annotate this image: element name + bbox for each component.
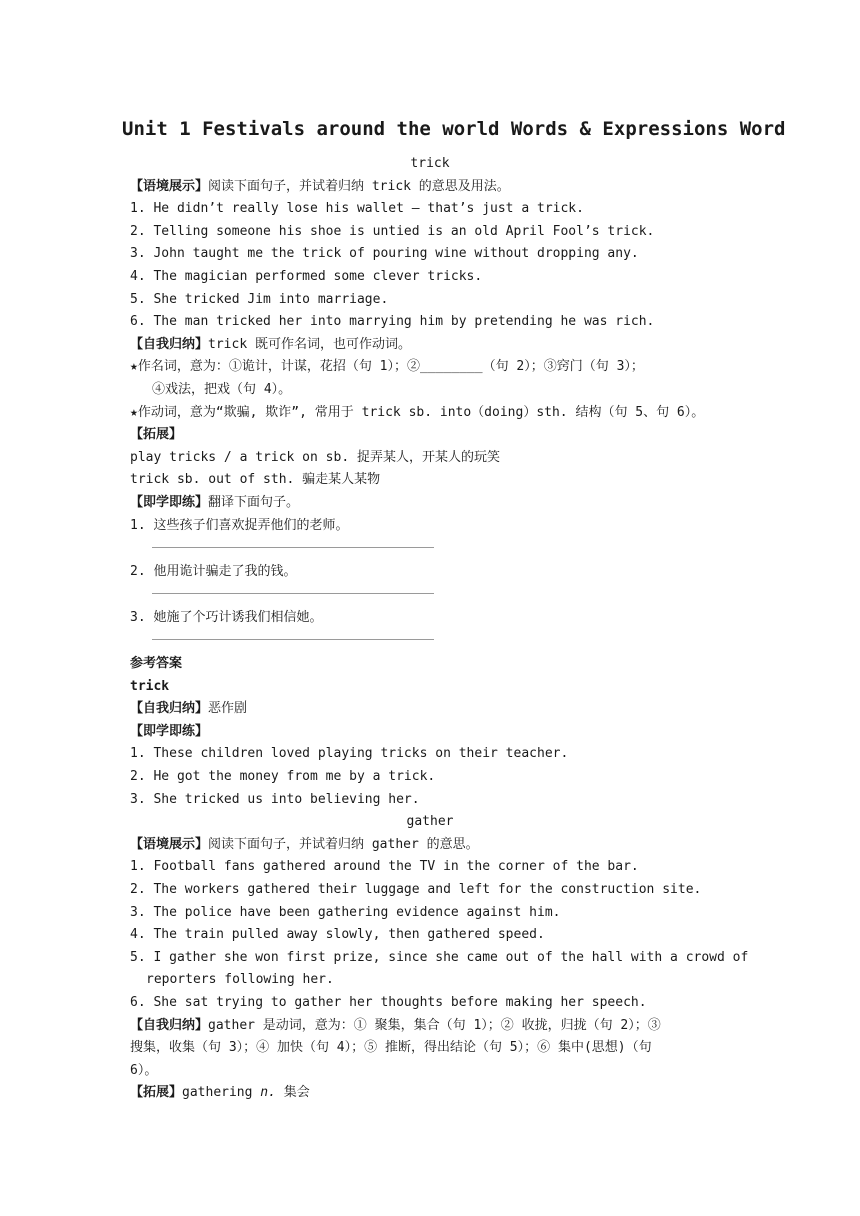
summary <box>130 1015 730 1038</box>
document-title: Unit 1 Festivals around the world Words & Expressions Word <box>122 118 786 140</box>
extension-meaning: 集会 <box>283 1085 310 1101</box>
example-sentence: 5. She tricked Jim into marriage. <box>130 291 389 307</box>
section-heading-gather: gather <box>406 814 454 830</box>
example-sentence: 2. The workers gathered their luggage and left for the construction site. <box>130 882 702 897</box>
answers-summary <box>130 698 730 721</box>
extension-tag: 【拓展】 <box>130 1085 183 1101</box>
summary-answer: 恶作剧 <box>208 701 248 717</box>
section-heading-trick: trick <box>410 156 450 171</box>
example-sentence: 3. John taught me the trick of pouring wine without dropping any. <box>130 246 639 262</box>
practice-intro <box>130 492 730 515</box>
practice-text: 翻译下面句子。 <box>208 494 300 510</box>
document-page <box>122 114 786 1105</box>
answers-practice-tag: 【即学即练】 <box>130 723 209 739</box>
answer-sentence: 2. He got the money from me by a trick. <box>130 769 436 785</box>
example-sentence: 6. She sat trying to gather her thoughts before making her speech. <box>130 994 647 1010</box>
summary-tag: 【自我归纳】 <box>130 1017 209 1033</box>
extension-word: gathering <box>182 1085 253 1101</box>
verb-usage: ★作动词，意为“欺骗, 欺诈”, 常用于 trick sb. into（doing）sth. 结构（句 5、句 6）。 <box>130 404 705 420</box>
context-text: 阅读下面句子，并试着归纳 trick 的意思及用法。 <box>208 178 510 194</box>
summary-tag: 【自我归纳】 <box>130 701 209 717</box>
noun-usage: ★作名词，意为：①诡计，计谋，花招（句 1）；②________（句 2）；③窍门（句 3）； <box>130 359 644 375</box>
context-tag: 【语境展示】 <box>130 178 209 194</box>
noun-usage-continued: ④戏法，把戏（句 4）。 <box>152 381 292 397</box>
summary-text: trick 既可作名词，也可作动词。 <box>208 336 411 352</box>
practice-item: 2. 他用诡计骗走了我的钱。 <box>130 563 297 579</box>
context-intro <box>130 176 730 199</box>
answers-word: trick <box>130 678 170 694</box>
answer-sentence: 1. These children loved playing tricks on their teacher. <box>130 746 569 762</box>
example-sentence: 1. Football fans gathered around the TV in the corner of the bar. <box>130 859 639 875</box>
example-sentence: 4. The train pulled away slowly, then gathered speed. <box>130 927 545 943</box>
answers-heading: 参考答案 <box>130 656 183 672</box>
example-sentence: 4. The magician performed some clever tricks. <box>130 268 483 284</box>
extension-tag: 【拓展】 <box>130 427 183 443</box>
answer-blank-line <box>152 583 434 594</box>
answer-blank-line <box>152 537 434 548</box>
summary-tag: 【自我归纳】 <box>130 336 209 352</box>
practice-item: 3. 她施了个巧计诱我们相信她。 <box>130 609 323 625</box>
context-tag: 【语境展示】 <box>130 836 209 852</box>
example-sentence: 3. The police have been gathering evidence against him. <box>130 904 561 920</box>
answer-sentence: 3. She tricked us into believing her. <box>130 791 420 807</box>
example-sentence: 6. The man tricked her into marrying him by pretending he was rich. <box>130 314 655 330</box>
extension-phrase: play tricks / a trick on sb. 捉弄某人，开某人的玩笑 <box>130 449 500 465</box>
context-intro <box>130 834 730 857</box>
example-sentence-continued: reporters following her. <box>146 972 334 988</box>
example-sentence: 1. He didn’t really lose his wallet — that’s just a trick. <box>130 201 584 217</box>
practice-item: 1. 这些孩子们喜欢捉弄他们的老师。 <box>130 517 349 533</box>
summary <box>130 334 730 357</box>
extension <box>130 1082 730 1105</box>
answer-blank-line <box>152 629 434 640</box>
part-of-speech: n. <box>260 1085 276 1101</box>
extension-phrase: trick sb. out of sth. 骗走某人某物 <box>130 472 381 488</box>
summary-continued: 搜集，收集（句 3）；④ 加快（句 4）；⑤ 推断，得出结论（句 5）；⑥ 集中(思想)（句 <box>130 1040 652 1056</box>
summary-continued: 6）。 <box>130 1062 158 1078</box>
example-sentence: 5. I gather she won first prize, since she came out of the hall with a crowd of <box>130 949 749 965</box>
example-sentence: 2. Telling someone his shoe is untied is an old April Fool’s trick. <box>130 223 655 239</box>
practice-tag: 【即学即练】 <box>130 494 209 510</box>
context-text: 阅读下面句子，并试着归纳 gather 的意思。 <box>208 836 479 852</box>
summary-text: gather 是动词，意为：① 聚集，集合（句 1）；② 收拢，归拢（句 2）；③ <box>208 1017 661 1033</box>
